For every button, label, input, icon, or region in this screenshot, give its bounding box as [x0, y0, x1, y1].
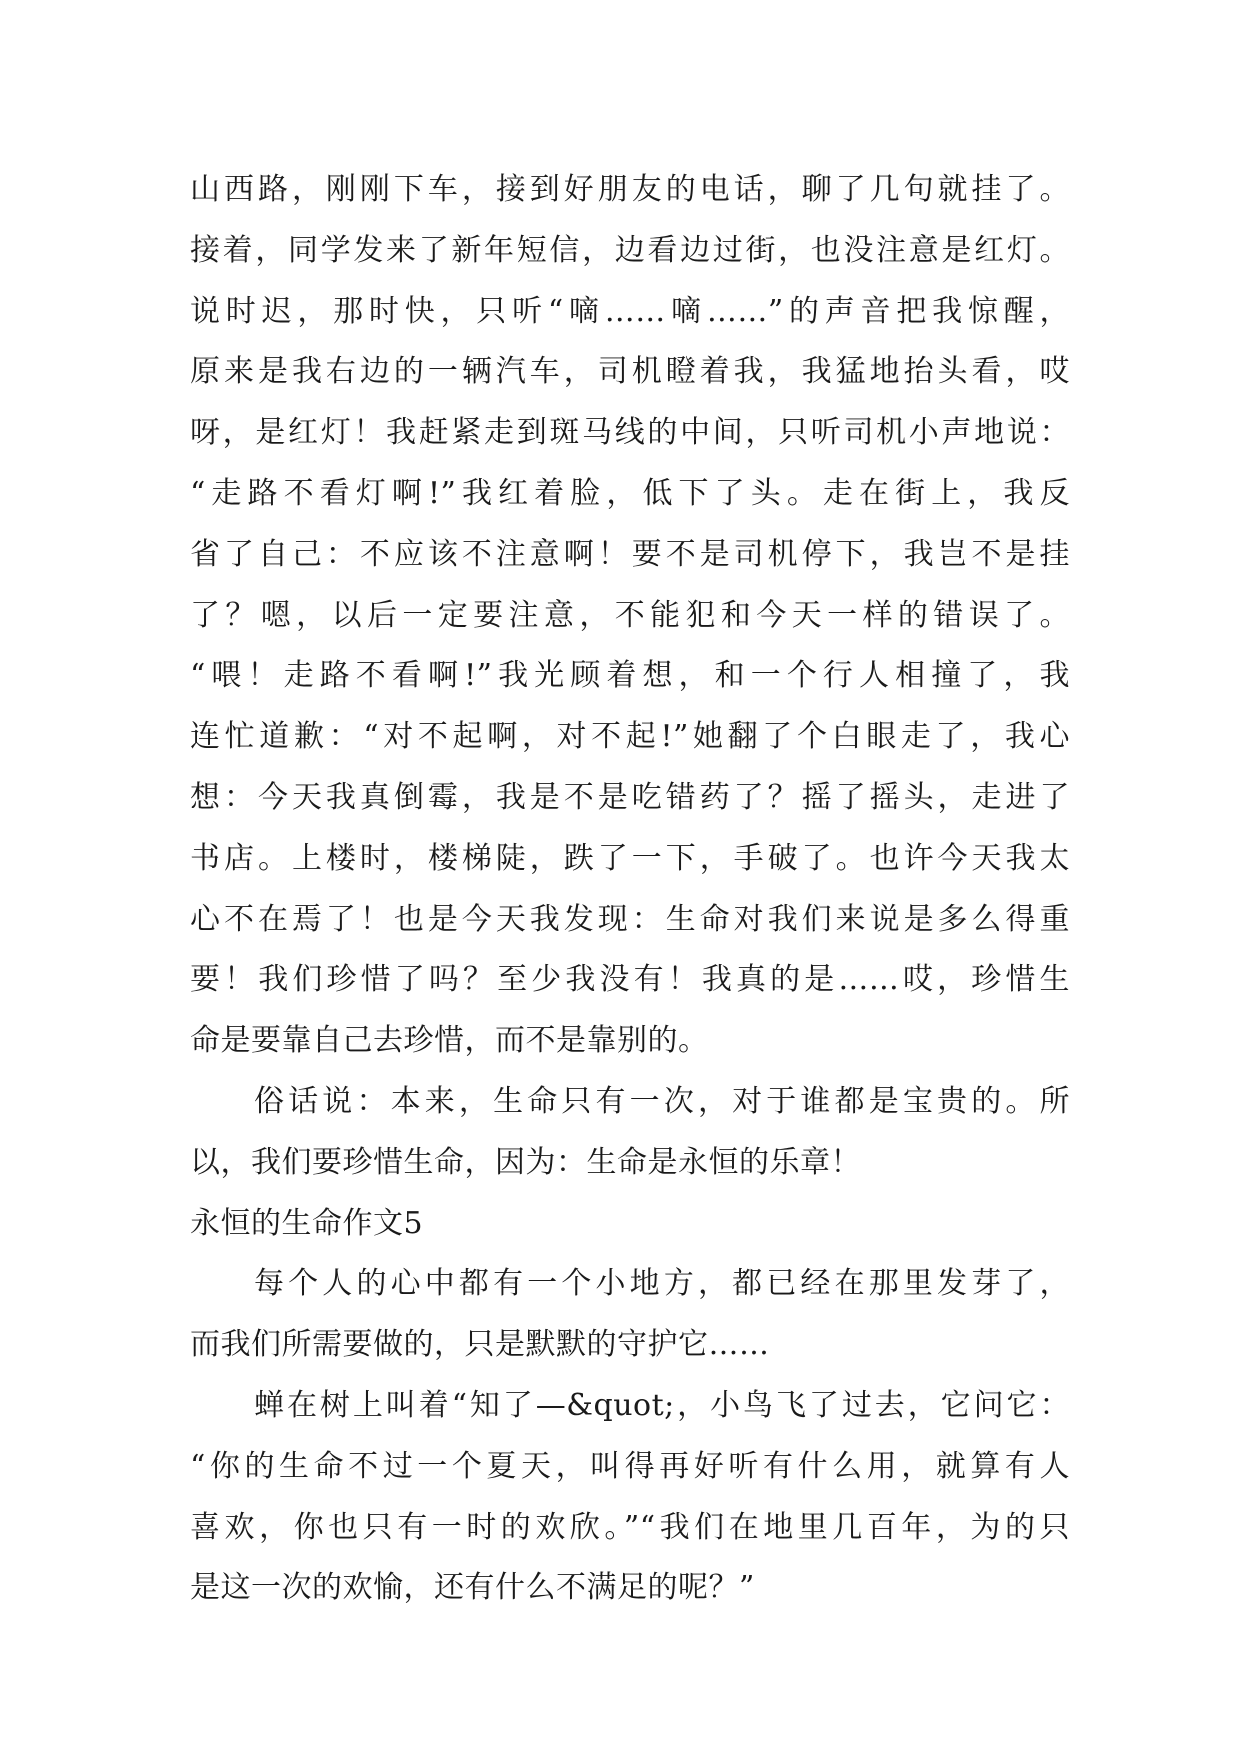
text-line: 原来是我右边的一辆汽车，司机瞪着我，我猛地抬头看，哎 [190, 354, 1070, 390]
text-line: 心不在焉了！也是今天我发现：生命对我们来说是多么得重 [190, 901, 1070, 937]
text-line: 呀，是红灯！我赶紧走到斑马线的中间，只听司机小声地说： [190, 415, 1070, 451]
text-line: 是这一次的欢愉，还有什么不满足的呢？” [190, 1570, 755, 1606]
text-line: 以，我们要珍惜生命，因为：生命是永恒的乐章！ [190, 1144, 861, 1180]
text-line: 省了自己：不应该不注意啊！要不是司机停下，我岂不是挂 [190, 536, 1070, 572]
text-line: 了？嗯，以后一定要注意，不能犯和今天一样的错误了。 [190, 597, 1070, 633]
paragraph-start-line: 俗话说：本来，生命只有一次，对于谁都是宝贵的。所 [254, 1083, 1070, 1119]
text-line: 要！我们珍惜了吗？至少我没有！我真的是……哎，珍惜生 [190, 962, 1070, 998]
text-line: “你的生命不过一个夏天，叫得再好听有什么用，就算有人 [190, 1448, 1070, 1484]
paragraph-start-line: 蝉在树上叫着“知了—&quot;，小鸟飞了过去，它问它： [254, 1387, 1070, 1423]
text-line: 接着，同学发来了新年短信，边看边过街，也没注意是红灯。 [190, 232, 1070, 268]
text-line: 山西路，刚刚下车，接到好朋友的电话，聊了几句就挂了。 [190, 172, 1070, 207]
paragraph-start-line: 每个人的心中都有一个小地方，都已经在那里发芽了， [254, 1266, 1070, 1302]
text-line: “喂！走路不看啊!”我光顾着想，和一个行人相撞了，我 [190, 658, 1070, 694]
text-line: 想：今天我真倒霉，我是不是吃错药了？摇了摇头，走进了 [190, 779, 1070, 815]
text-line: 书店。上楼时，楼梯陡，跌了一下，手破了。也许今天我太 [190, 840, 1070, 876]
text-line: “走路不看灯啊!”我红着脸，低下了头。走在街上，我反 [190, 475, 1070, 511]
text-line: 说时迟，那时快，只听“嘀……嘀……”的声音把我惊醒， [190, 293, 1070, 329]
section-heading: 永恒的生命作文5 [190, 1205, 424, 1241]
text-line: 连忙道歉：“对不起啊，对不起!”她翻了个白眼走了，我心 [190, 719, 1070, 755]
essay-text [190, 160, 1070, 1619]
text-line: 命是要靠自己去珍惜，而不是靠别的。 [190, 1023, 709, 1059]
text-line: 而我们所需要做的，只是默默的守护它…… [190, 1327, 770, 1363]
text-line: 喜欢，你也只有一时的欢欣。”“我们在地里几百年，为的只 [190, 1509, 1070, 1545]
